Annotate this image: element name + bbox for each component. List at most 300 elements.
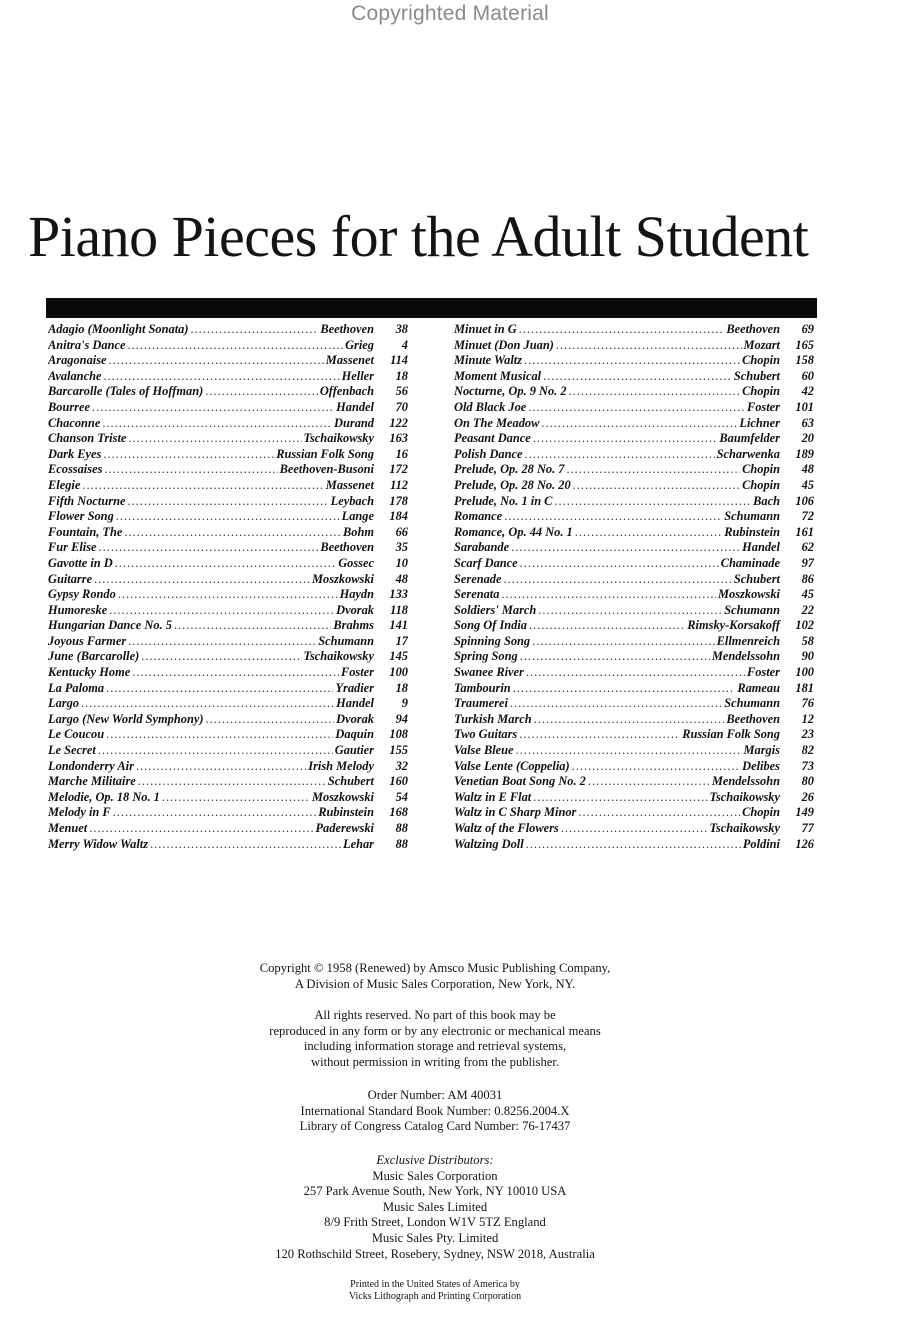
dot-leader <box>98 743 333 758</box>
composer: Irish Melody <box>308 758 374 773</box>
composer: Lange <box>341 509 374 524</box>
dot-leader <box>128 634 316 649</box>
composer: Chopin <box>742 353 780 368</box>
contents-entry <box>48 540 408 556</box>
contents-entry <box>454 509 814 525</box>
page-number: 189 <box>795 446 814 461</box>
piece-title: Swanee River <box>454 665 524 680</box>
page-number: 69 <box>801 322 814 336</box>
page-number: 102 <box>795 618 814 633</box>
contents-entry <box>454 665 814 681</box>
contents-entry <box>454 618 814 634</box>
contents-entry <box>48 338 408 354</box>
contents-entry <box>454 727 814 743</box>
piece-title: Sarabande <box>454 540 510 555</box>
composer: Foster <box>746 665 780 680</box>
composer: Foster <box>340 665 374 680</box>
piece-title: Elegie <box>48 477 81 492</box>
page-number: 10 <box>395 555 408 570</box>
rights-line: reproduced in any form or by any electronic or mechanical means <box>269 1023 601 1038</box>
composer: Rimsky-Korsakoff <box>687 618 780 633</box>
dot-leader <box>99 540 319 555</box>
piece-title: Scarf Dance <box>454 555 518 570</box>
composer: Delibes <box>742 758 780 773</box>
piece-title: Gypsy Rondo <box>48 587 116 602</box>
page-number: 149 <box>795 805 814 820</box>
dot-leader <box>174 618 331 633</box>
dot-leader <box>533 431 718 446</box>
dot-leader <box>128 431 301 446</box>
page-number: 100 <box>795 665 814 680</box>
page-number: 101 <box>795 399 814 414</box>
contents-entry <box>454 494 814 510</box>
piece-title: Dark Eyes <box>48 446 102 461</box>
page-number: 100 <box>389 665 408 680</box>
piece-title: Turkish March <box>454 711 532 726</box>
piece-title: Humoreske <box>48 602 108 617</box>
dot-leader <box>106 681 333 696</box>
lccn: Library of Congress Catalog Card Number: 76-17437 <box>299 1119 571 1134</box>
composer: Haydn <box>339 587 374 602</box>
page-number: 90 <box>801 649 814 664</box>
contents-left-column <box>48 322 408 852</box>
piece-title: Moment Musical <box>454 368 542 383</box>
dot-leader <box>102 416 332 431</box>
page-number: 48 <box>395 571 408 586</box>
dot-leader <box>116 509 340 524</box>
composer: Lichner <box>739 415 780 430</box>
composer: Daquin <box>335 727 374 742</box>
composer: Chopin <box>742 462 780 477</box>
composer: Schumann <box>724 602 780 617</box>
piece-title: Valse Bleue <box>454 743 514 758</box>
piece-title: Chaconne <box>48 415 101 430</box>
page-number: 45 <box>801 587 814 602</box>
dot-leader <box>511 540 740 555</box>
composer: Beethoven <box>726 711 780 726</box>
page-number: 161 <box>795 524 814 539</box>
piece-title: La Paloma <box>48 680 105 695</box>
distributor-line: 8/9 Frith Street, London W1V 5TZ England <box>324 1215 546 1230</box>
contents-entry <box>454 743 814 759</box>
dot-leader <box>526 837 741 852</box>
contents-entry <box>48 743 408 759</box>
page-number: 72 <box>801 509 814 524</box>
piece-title: Polish Dance <box>454 446 523 461</box>
dot-leader <box>150 837 341 852</box>
dot-leader <box>127 494 328 509</box>
page-number: 168 <box>389 805 408 820</box>
piece-title: Waltz in C Sharp Minor <box>454 805 577 820</box>
page-number: 172 <box>389 462 408 477</box>
piece-title: Aragonaise <box>48 353 107 368</box>
dot-leader <box>504 572 732 587</box>
page-number: 56 <box>395 384 408 399</box>
contents-entry <box>48 322 408 338</box>
page-number: 126 <box>795 836 814 851</box>
contents-entry <box>48 649 408 665</box>
dot-leader <box>504 509 722 524</box>
piece-title: Nocturne, Op. 9 No. 2 <box>454 384 567 399</box>
contents-entry <box>454 634 814 650</box>
composer: Rubinstein <box>724 524 780 539</box>
piece-title: Barcarolle (Tales of Hoffman) <box>48 384 204 399</box>
dot-leader <box>533 790 707 805</box>
piece-title: Largo (New World Symphony) <box>48 711 204 726</box>
dot-leader <box>510 696 722 711</box>
page-number: 18 <box>395 680 408 695</box>
distributors-block <box>150 1153 720 1262</box>
contents-entry <box>48 759 408 775</box>
dot-leader <box>190 322 318 337</box>
dot-leader <box>524 353 740 368</box>
contents-entry <box>48 431 408 447</box>
piece-title: Le Secret <box>48 743 96 758</box>
page-number: 58 <box>801 633 814 648</box>
piece-title: Spinning Song <box>454 633 531 648</box>
dot-leader <box>520 649 710 664</box>
page-number: 17 <box>395 633 408 648</box>
piece-title: Melody in F <box>48 805 111 820</box>
dot-leader <box>543 369 732 384</box>
dot-leader <box>109 353 324 368</box>
page-number: 155 <box>389 743 408 758</box>
composer: Schubert <box>327 774 374 789</box>
dot-leader <box>556 338 742 353</box>
piece-title: Adagio (Moonlight Sonata) <box>48 322 189 336</box>
composer: Heller <box>341 368 374 383</box>
contents-entry <box>48 494 408 510</box>
page-number: 181 <box>795 680 814 695</box>
contents-entry <box>48 618 408 634</box>
piece-title: Minuet (Don Juan) <box>454 337 554 352</box>
piece-title: Tambourin <box>454 680 511 695</box>
distributors-heading: Exclusive Distributors: <box>376 1153 494 1167</box>
page-number: 32 <box>395 758 408 773</box>
piece-title: Kentucky Home <box>48 665 131 680</box>
contents-entry <box>454 447 814 463</box>
composer: Mendelssohn <box>711 774 780 789</box>
page-number: 97 <box>801 555 814 570</box>
page-number: 42 <box>801 384 814 399</box>
composer: Handel <box>336 696 374 711</box>
piece-title: Romance <box>454 509 503 524</box>
piece-title: Marche Militaire <box>48 774 136 789</box>
composer: Poldini <box>742 836 780 851</box>
page-number: 94 <box>395 711 408 726</box>
contents-entry <box>454 681 814 697</box>
piece-title: Hungarian Dance No. 5 <box>48 618 172 633</box>
page-number: 66 <box>395 524 408 539</box>
piece-title: Spring Song <box>454 649 518 664</box>
dot-leader <box>81 696 334 711</box>
composer: Gautier <box>334 743 374 758</box>
composer: Chopin <box>742 477 780 492</box>
page-number: 86 <box>801 571 814 586</box>
composer: Schumann <box>724 696 780 711</box>
composer: Handel <box>336 399 374 414</box>
dot-leader <box>525 447 715 462</box>
page-number: 62 <box>801 540 814 555</box>
composer: Leybach <box>330 493 374 508</box>
composer: Chopin <box>742 805 780 820</box>
piece-title: Ecossaises <box>48 462 103 477</box>
watermark: Copyrighted Material <box>351 2 549 25</box>
dot-leader <box>113 805 317 820</box>
piece-title: Avalanche <box>48 368 102 383</box>
dot-leader <box>92 400 334 415</box>
contents-entry <box>48 353 408 369</box>
dot-leader <box>534 712 725 727</box>
composer: Moszkowski <box>718 587 780 602</box>
contents-entry <box>454 369 814 385</box>
piece-title: Fifth Nocturne <box>48 493 126 508</box>
rights-line: including information storage and retrieval systems, <box>303 1039 567 1054</box>
piece-title: Guitarre <box>48 571 93 586</box>
composer: Russian Folk Song <box>276 446 374 461</box>
piece-title: Fountain, The <box>48 524 123 539</box>
page-number: 77 <box>801 821 814 835</box>
copyright-block <box>150 961 720 992</box>
composer: Moszkowski <box>312 571 374 586</box>
composer: Massenet <box>325 353 374 368</box>
dot-leader <box>109 603 334 618</box>
piece-title: Minuet in G <box>454 322 517 336</box>
dot-leader <box>566 462 740 477</box>
distributor-line: Music Sales Limited <box>382 1199 488 1214</box>
dot-leader <box>529 618 685 633</box>
contents-entry <box>48 727 408 743</box>
dot-leader <box>205 712 334 727</box>
contents-entry <box>454 696 814 712</box>
piece-title: Anitra's Dance <box>48 337 126 352</box>
page-number: 88 <box>395 836 408 851</box>
dot-leader <box>103 369 339 384</box>
contents-entry <box>48 821 408 837</box>
order-number: Order Number: AM 40031 <box>367 1088 503 1102</box>
composer: Yradier <box>335 680 374 695</box>
composer: Handel <box>742 540 780 555</box>
page-number: 4 <box>401 337 408 352</box>
dot-leader <box>103 447 274 462</box>
composer: Lehar <box>343 836 374 851</box>
composer: Dvorak <box>336 711 374 726</box>
contents-entry <box>48 696 408 712</box>
printed-line: Printed in the United States of America by <box>350 1279 520 1290</box>
composer: Tschaikowsky <box>303 431 374 446</box>
piece-title: Melodie, Op. 18 No. 1 <box>48 789 160 804</box>
piece-title: Minute Waltz <box>454 353 523 368</box>
page-number: 20 <box>801 431 814 446</box>
piece-title: Prelude, Op. 28 No. 20 <box>454 477 571 492</box>
dot-leader <box>124 525 341 540</box>
contents-entry <box>454 603 814 619</box>
distributor-line: Music Sales Pty. Limited <box>371 1230 499 1245</box>
piece-title: Song Of India <box>454 618 527 633</box>
composer: Durand <box>334 415 374 430</box>
piece-title: Soldiers' March <box>454 602 537 617</box>
contents-entry <box>454 353 814 369</box>
page-number: 163 <box>389 431 408 446</box>
contents-entry <box>454 338 814 354</box>
page-number: 38 <box>395 322 408 336</box>
dot-leader <box>132 665 339 680</box>
composer: Beethoven <box>320 322 374 336</box>
contents-entry <box>48 837 408 853</box>
piece-title: Bourree <box>48 399 90 414</box>
composer: Beethoven <box>320 540 374 555</box>
dot-leader <box>138 774 326 789</box>
dot-leader <box>127 338 343 353</box>
contents-right-column <box>454 322 814 852</box>
piece-title: Venetian Boat Song No. 2 <box>454 774 586 789</box>
contents-entry <box>454 572 814 588</box>
piece-title: June (Barcarolle) <box>48 649 140 664</box>
composer: Grieg <box>345 337 374 352</box>
dot-leader <box>118 587 338 602</box>
contents-entry <box>48 556 408 572</box>
composer: Schubert <box>733 571 780 586</box>
composer: Bohm <box>343 524 374 539</box>
composer: Offenbach <box>319 384 374 399</box>
page-number: 108 <box>389 727 408 742</box>
composer: Paderewski <box>315 821 374 835</box>
contents-entry <box>48 400 408 416</box>
printed-by <box>150 1279 720 1303</box>
contents-entry <box>48 525 408 541</box>
page-number: 160 <box>389 774 408 789</box>
page-number: 26 <box>801 789 814 804</box>
contents-entry <box>454 431 814 447</box>
contents-entry <box>48 681 408 697</box>
contents-entry <box>48 805 408 821</box>
page-number: 35 <box>395 540 408 555</box>
dot-leader <box>516 743 742 758</box>
dot-leader <box>538 603 722 618</box>
composer: Scharwenka <box>716 446 780 461</box>
dot-leader <box>561 821 708 836</box>
page-number: 45 <box>801 477 814 492</box>
composer: Russian Folk Song <box>682 727 780 742</box>
page-number: 80 <box>801 774 814 789</box>
composer: Moszkowski <box>312 789 374 804</box>
composer: Schubert <box>733 368 780 383</box>
book-title: Piano Pieces for the Adult Student <box>28 204 809 269</box>
piece-title: Gavotte in D <box>48 555 113 570</box>
piece-title: Waltz in E Flat <box>454 789 532 804</box>
page-number: 141 <box>389 618 408 633</box>
contents-entry <box>454 416 814 432</box>
contents-entry <box>454 587 814 603</box>
page-number: 22 <box>801 602 814 617</box>
dot-leader <box>588 774 710 789</box>
composer: Beethoven <box>726 322 780 336</box>
dot-leader <box>104 462 277 477</box>
contents-entry <box>454 400 814 416</box>
composer: Foster <box>746 399 780 414</box>
page-number: 18 <box>395 368 408 383</box>
page-number: 70 <box>395 399 408 414</box>
piece-title: Le Coucou <box>48 727 105 742</box>
piece-title: Romance, Op. 44 No. 1 <box>454 524 573 539</box>
contents-entry <box>48 603 408 619</box>
composer: Baumfelder <box>719 431 780 446</box>
contents-entry <box>48 416 408 432</box>
page-number: 54 <box>395 789 408 804</box>
dot-leader <box>528 400 745 415</box>
piece-title: Fur Elise <box>48 540 97 555</box>
piece-title: Londonderry Air <box>48 758 134 773</box>
contents-entry <box>454 478 814 494</box>
page-number: 178 <box>389 493 408 508</box>
dot-leader <box>573 478 740 493</box>
contents-entry <box>48 462 408 478</box>
contents-entry <box>454 821 814 837</box>
page-number: 165 <box>795 337 814 352</box>
composer: Rameau <box>737 680 780 695</box>
contents-entry <box>454 774 814 790</box>
piece-title: Serenade <box>454 571 502 586</box>
page-number: 184 <box>389 509 408 524</box>
composer: Mozart <box>743 337 780 352</box>
dot-leader <box>526 665 745 680</box>
dot-leader <box>572 759 741 774</box>
rights-line: All rights reserved. No part of this book may be <box>314 1008 556 1022</box>
dot-leader <box>501 587 716 602</box>
page-number: 88 <box>395 821 408 835</box>
dot-leader <box>575 525 722 540</box>
page-number: 16 <box>395 446 408 461</box>
contents-entry <box>48 447 408 463</box>
contents-entry <box>48 665 408 681</box>
composer: Dvorak <box>336 602 374 617</box>
dot-leader <box>519 727 680 742</box>
contents-entry <box>454 540 814 556</box>
piece-title: Joyous Farmer <box>48 633 127 648</box>
contents-entry <box>454 322 814 338</box>
page-number: 63 <box>801 415 814 430</box>
contents-entry <box>454 556 814 572</box>
dot-leader <box>519 322 725 337</box>
piece-title: Waltz of the Flowers <box>454 821 559 835</box>
contents-entry <box>48 369 408 385</box>
contents-entry <box>454 525 814 541</box>
dot-leader <box>569 384 741 399</box>
piece-title: Largo <box>48 696 79 711</box>
composer: Brahms <box>333 618 374 633</box>
contents-entry <box>454 759 814 775</box>
contents-entry <box>454 462 814 478</box>
page-number: 112 <box>390 477 408 492</box>
contents-entry <box>48 790 408 806</box>
page-number: 158 <box>795 353 814 368</box>
composer: Mendelssohn <box>711 649 780 664</box>
composer: Rubinstein <box>318 805 374 820</box>
piece-title: Valse Lente (Coppelia) <box>454 758 570 773</box>
piece-title: Merry Widow Waltz <box>48 836 149 851</box>
composer: Schumann <box>318 633 374 648</box>
isbn: International Standard Book Number: 0.8256.2004.X <box>300 1103 570 1118</box>
contents-entry <box>454 649 814 665</box>
piece-title: Prelude, No. 1 in C <box>454 493 553 508</box>
composer: Tschaikowsky <box>709 821 780 835</box>
composer: Bach <box>753 493 780 508</box>
composer: Chopin <box>742 384 780 399</box>
copyright-line: Copyright © 1958 (Renewed) by Amsco Music Publishing Company, <box>259 961 611 975</box>
contents-entry <box>48 774 408 790</box>
page-number: 12 <box>801 711 814 726</box>
page-number: 73 <box>801 758 814 773</box>
